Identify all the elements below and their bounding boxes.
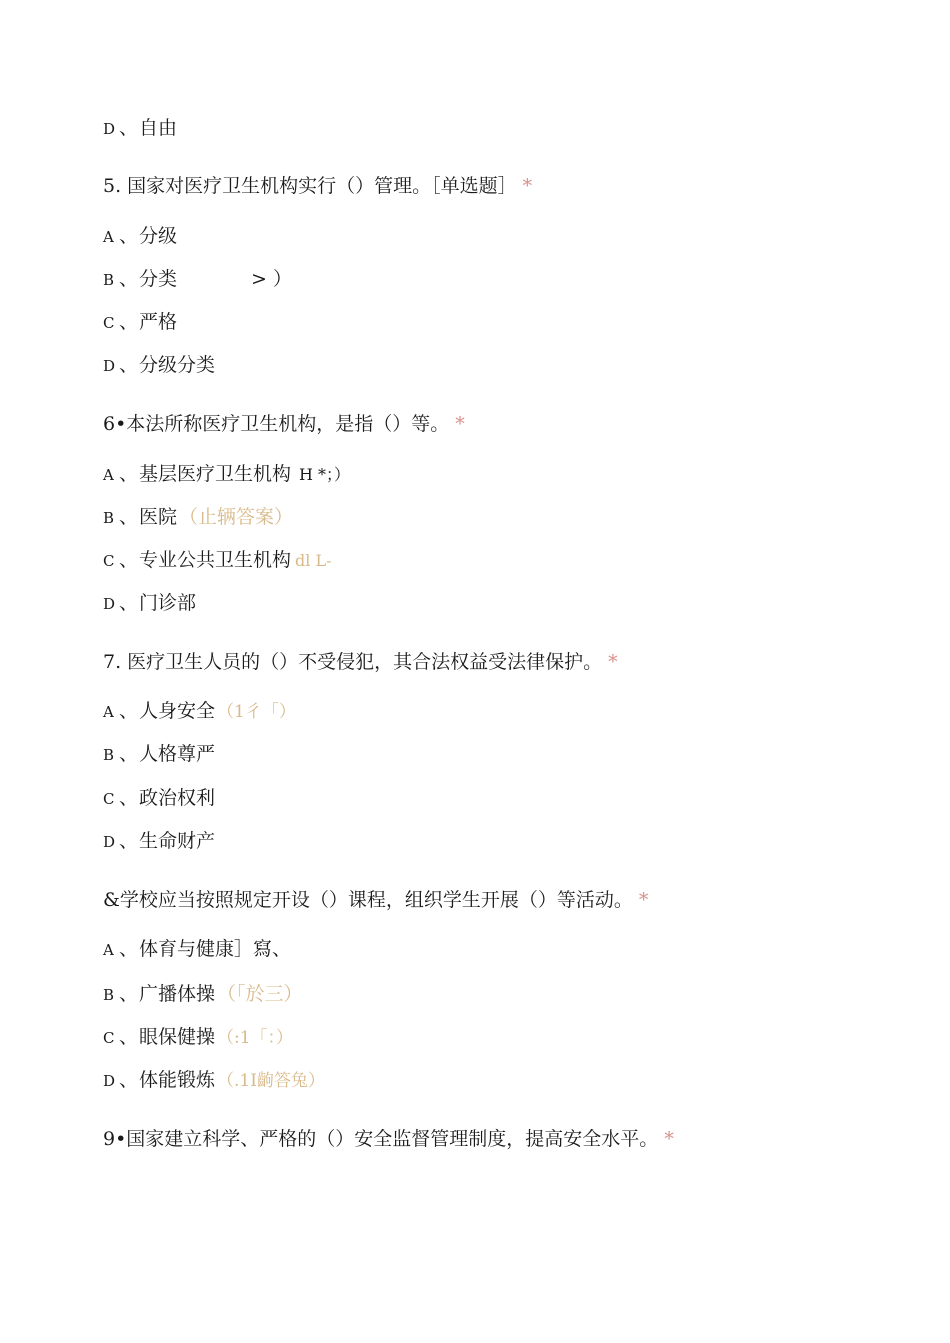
question-9-title (103, 1127, 674, 1151)
option-text: 政治权利 (139, 787, 216, 809)
required-asterisk: * (664, 1128, 674, 1150)
option-b[interactable] (103, 267, 292, 292)
answer-mark: （「於三） (217, 983, 303, 1005)
option-separator: 、 (119, 983, 139, 1005)
option-letter: B (103, 509, 115, 527)
option-separator: 、 (119, 117, 139, 139)
option-letter: B (103, 986, 115, 1004)
option-separator: 、 (119, 592, 139, 614)
option-letter: C (103, 552, 115, 570)
option-b[interactable] (103, 742, 215, 767)
option-letter: B (103, 746, 115, 764)
option-text: 眼保健操 (139, 1026, 216, 1048)
option-text: 人格尊严 (139, 743, 216, 765)
option-text: 分类 (139, 268, 178, 290)
required-asterisk: * (455, 413, 465, 435)
question-7-title (103, 650, 618, 674)
option-text: 体育与健康］寫、 (139, 938, 292, 960)
option-letter: A (103, 228, 114, 246)
option-text: 人身安全 (139, 700, 216, 722)
question-text: 6•本法所称医疗卫生机构，是指（）等。 (103, 413, 450, 435)
option-letter: C (103, 1029, 115, 1047)
option-letter: D (103, 595, 116, 613)
option-text: 门诊部 (139, 592, 197, 614)
option-letter: D (103, 1072, 116, 1090)
answer-mark: H *；） (299, 465, 351, 484)
option-c[interactable] (103, 310, 177, 335)
option-a[interactable] (103, 699, 296, 724)
required-asterisk: * (608, 651, 618, 673)
option-letter: D (103, 833, 116, 851)
option-letter: D (103, 120, 116, 138)
option-letter: A (103, 466, 114, 484)
option-d[interactable] (103, 116, 177, 141)
answer-mark: （止辆答案） (179, 506, 294, 528)
required-asterisk: * (638, 889, 649, 911)
option-text: 广播体操 (139, 983, 216, 1005)
option-separator: 、 (119, 1069, 139, 1091)
option-separator: 、 (119, 830, 139, 852)
option-d[interactable] (103, 353, 215, 378)
option-letter: D (103, 357, 116, 375)
option-d[interactable] (103, 829, 215, 854)
option-separator: 、 (119, 700, 139, 722)
option-separator: 、 (119, 311, 139, 333)
option-separator: 、 (119, 938, 139, 960)
question-text: 7. 医疗卫生人员的（）不受侵犯，其合法权益受法律保护。 (103, 651, 603, 673)
option-separator: 、 (119, 787, 139, 809)
option-letter: C (103, 314, 115, 332)
option-b[interactable] (103, 505, 293, 530)
option-a[interactable] (103, 462, 350, 487)
option-c[interactable] (103, 548, 332, 573)
option-text: 分级分类 (139, 354, 216, 376)
option-text: 专业公共卫生机构 (139, 549, 292, 571)
answer-mark: （1彳「） (217, 702, 296, 722)
question-5-title (103, 174, 532, 198)
option-letter: B (103, 271, 115, 289)
option-b[interactable] (103, 982, 303, 1007)
option-d[interactable] (103, 1068, 325, 1093)
option-separator: 、 (119, 268, 139, 290)
question-text: 5. 国家对医疗卫生机构实行（）管理。［单选题］ (103, 175, 517, 197)
option-d[interactable] (103, 591, 196, 616)
question-text: 9•国家建立科学、严格的（）安全监督管理制度，提高安全水平。 (103, 1128, 659, 1150)
option-letter: A (103, 941, 114, 959)
question-8-title (103, 888, 648, 912)
option-text: 体能锻炼 (139, 1069, 216, 1091)
option-letter: A (103, 703, 114, 721)
option-a[interactable] (103, 224, 177, 249)
option-separator: 、 (119, 549, 139, 571)
question-text: &学校应当按照规定开设（）课程，组织学生开展（）等活动。 (103, 889, 633, 911)
option-separator: 、 (119, 1026, 139, 1048)
option-c[interactable] (103, 1025, 293, 1050)
option-letter: C (103, 790, 115, 808)
option-separator: 、 (119, 463, 139, 485)
option-text: 分级 (139, 225, 178, 247)
option-separator: 、 (119, 225, 139, 247)
option-text: 自由 (139, 117, 178, 139)
answer-mark: dl L- (295, 551, 332, 570)
answer-mark: （.1I齣答兔） (217, 1071, 325, 1091)
option-text: 生命财产 (139, 830, 216, 852)
option-separator: 、 (119, 354, 139, 376)
option-separator: 、 (119, 743, 139, 765)
option-separator: 、 (119, 506, 139, 528)
answer-mark: （:1「：） (217, 1028, 294, 1048)
option-text: 基层医疗卫生机构 (139, 463, 292, 485)
answer-mark: > ） (251, 268, 292, 290)
option-text: 严格 (139, 311, 178, 333)
option-c[interactable] (103, 786, 215, 811)
question-6-title (103, 412, 465, 436)
option-text: 医院 (139, 506, 178, 528)
required-asterisk: * (522, 175, 533, 197)
option-a[interactable] (103, 937, 291, 962)
